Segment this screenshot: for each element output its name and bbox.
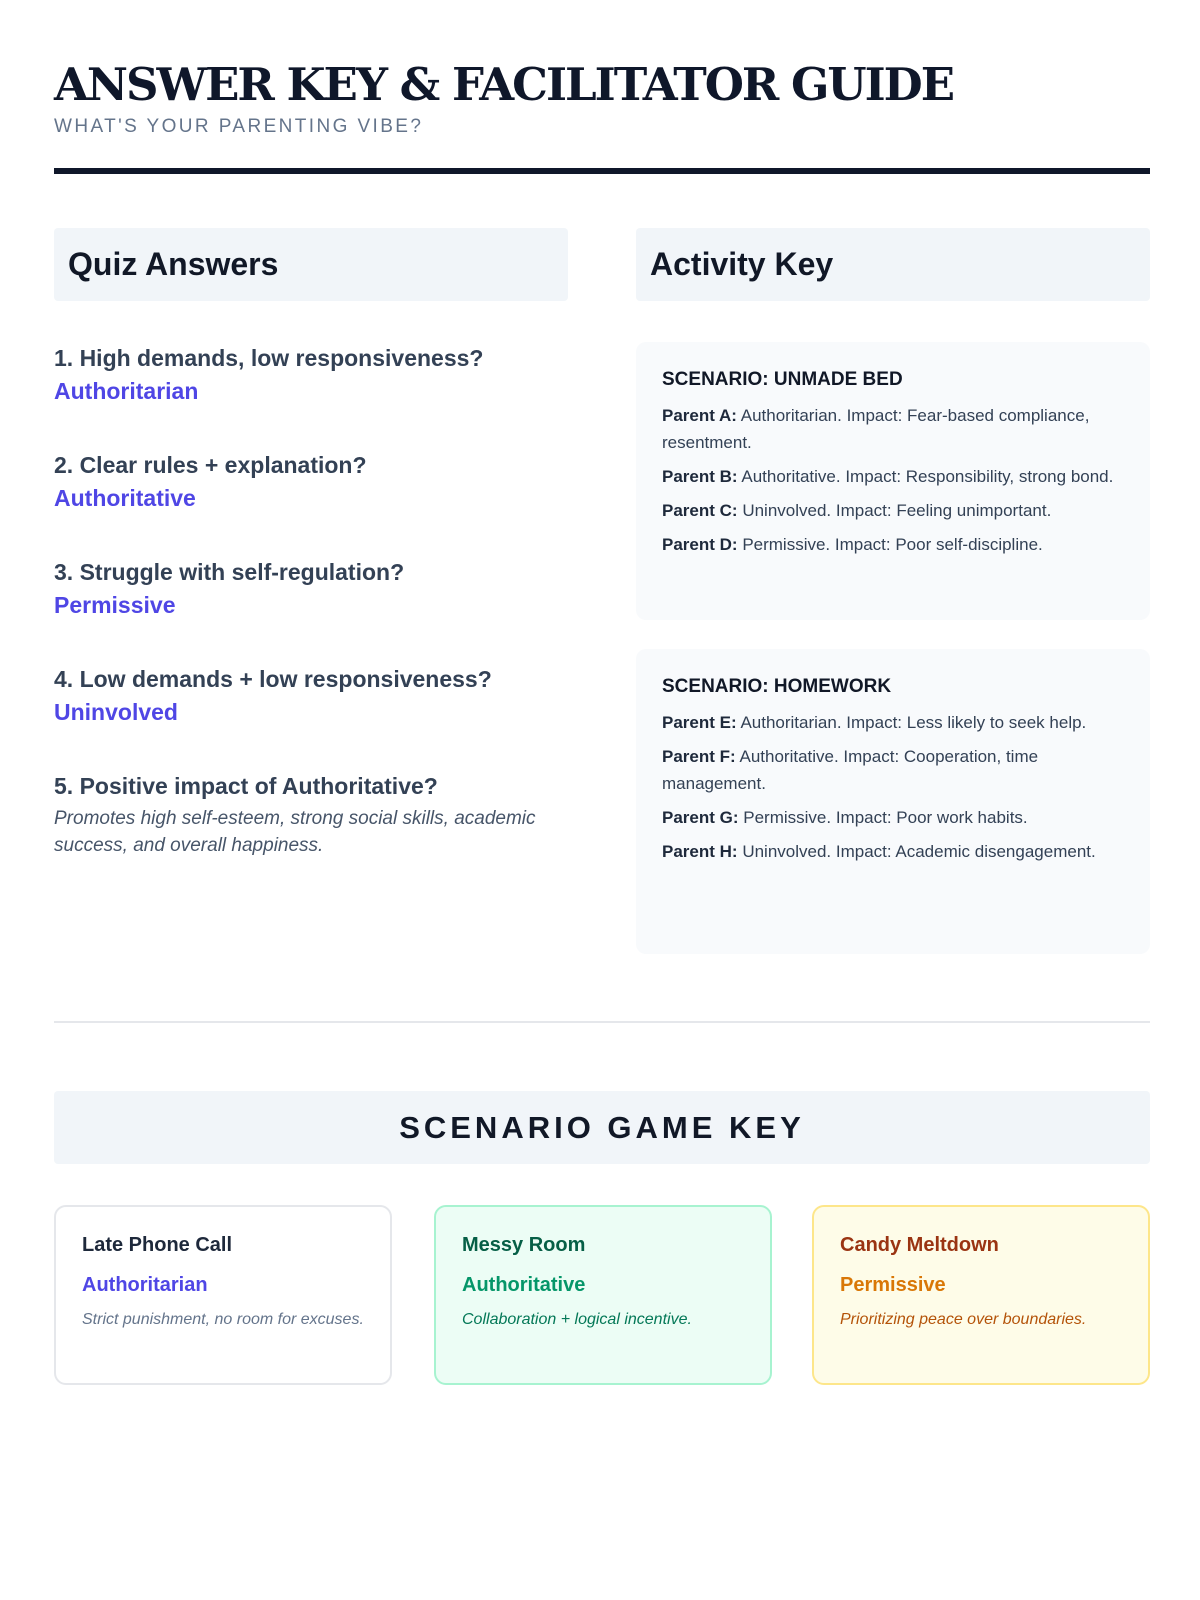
section-divider xyxy=(54,1021,1150,1023)
parent-text: Authoritarian. Impact: Fear-based compliance, resentment. xyxy=(662,406,1090,452)
quiz-question: 2. Clear rules + explanation? xyxy=(54,452,367,478)
game-card-title: Candy Meltdown xyxy=(840,1234,999,1256)
parent-label: Parent H: xyxy=(662,842,738,861)
quiz-item xyxy=(54,663,568,770)
game-card-candy-meltdown xyxy=(812,1205,1150,1385)
parent-label: Parent F: xyxy=(662,747,736,766)
game-card-title: Messy Room xyxy=(462,1234,586,1256)
parent-label: Parent D: xyxy=(662,535,738,554)
quiz-answer: Permissive xyxy=(54,592,176,618)
game-card-messy-room xyxy=(434,1205,772,1385)
quiz-answers-heading: Quiz Answers xyxy=(54,228,568,301)
parent-text: Uninvolved. Impact: Academic disengagement. xyxy=(742,842,1096,861)
parent-text: Permissive. Impact: Poor self-discipline. xyxy=(742,535,1043,554)
game-card-description: Prioritizing peace over boundaries. xyxy=(840,1311,1087,1328)
parent-line xyxy=(662,531,1124,558)
game-card-description: Collaboration + logical incentive. xyxy=(462,1311,692,1328)
game-card-style: Authoritarian xyxy=(82,1274,208,1296)
scenario-title: SCENARIO: UNMADE BED xyxy=(662,369,903,390)
game-card-style: Authoritative xyxy=(462,1274,586,1296)
parent-line xyxy=(662,743,1124,797)
page-subtitle: WHAT'S YOUR PARENTING VIBE? xyxy=(54,116,424,137)
game-card-description: Strict punishment, no room for excuses. xyxy=(82,1311,364,1328)
parent-label: Parent A: xyxy=(662,406,737,425)
parent-text: Authoritarian. Impact: Less likely to seek help. xyxy=(740,713,1087,732)
quiz-question: 1. High demands, low responsiveness? xyxy=(54,345,484,371)
game-card-style: Permissive xyxy=(840,1274,946,1296)
answer-key-page xyxy=(54,0,1150,1600)
parent-text: Permissive. Impact: Poor work habits. xyxy=(743,808,1028,827)
game-card-late-phone-call xyxy=(54,1205,392,1385)
game-card-title: Late Phone Call xyxy=(82,1234,233,1256)
parent-line xyxy=(662,402,1124,456)
quiz-question: 4. Low demands + low responsiveness? xyxy=(54,666,492,692)
quiz-question: 5. Positive impact of Authoritative? xyxy=(54,773,438,799)
parent-text: Authoritative. Impact: Responsibility, strong bond. xyxy=(741,467,1114,486)
quiz-item xyxy=(54,556,568,663)
parent-line xyxy=(662,497,1124,524)
parent-label: Parent C: xyxy=(662,501,738,520)
parent-text: Uninvolved. Impact: Feeling unimportant. xyxy=(742,501,1052,520)
page-title: ANSWER KEY & FACILITATOR GUIDE xyxy=(54,58,953,111)
quiz-item xyxy=(54,342,568,449)
quiz-answer: Authoritarian xyxy=(54,378,199,404)
parent-line xyxy=(662,838,1124,865)
parent-text: Authoritative. Impact: Cooperation, time management. xyxy=(662,747,1039,793)
quiz-answer: Authoritative xyxy=(54,485,196,511)
quiz-question: 3. Struggle with self-regulation? xyxy=(54,559,405,585)
title-divider xyxy=(54,168,1150,174)
parent-line xyxy=(662,463,1124,490)
quiz-item xyxy=(54,449,568,556)
quiz-explanation: Promotes high self-esteem, strong social skills, academic success, and overall happiness. xyxy=(54,808,536,856)
scenario-card-unmade-bed xyxy=(636,342,1150,620)
scenario-title: SCENARIO: HOMEWORK xyxy=(662,676,892,697)
parent-label: Parent E: xyxy=(662,713,737,732)
scenario-card-homework xyxy=(636,649,1150,954)
quiz-item xyxy=(54,770,568,877)
quiz-answer: Uninvolved xyxy=(54,699,178,725)
scenario-game-key-heading: SCENARIO GAME KEY xyxy=(54,1091,1150,1164)
parent-label: Parent G: xyxy=(662,808,739,827)
activity-key-heading: Activity Key xyxy=(636,228,1150,301)
parent-line xyxy=(662,709,1124,736)
parent-label: Parent B: xyxy=(662,467,738,486)
quiz-answer-list xyxy=(54,342,568,877)
parent-line xyxy=(662,804,1124,831)
